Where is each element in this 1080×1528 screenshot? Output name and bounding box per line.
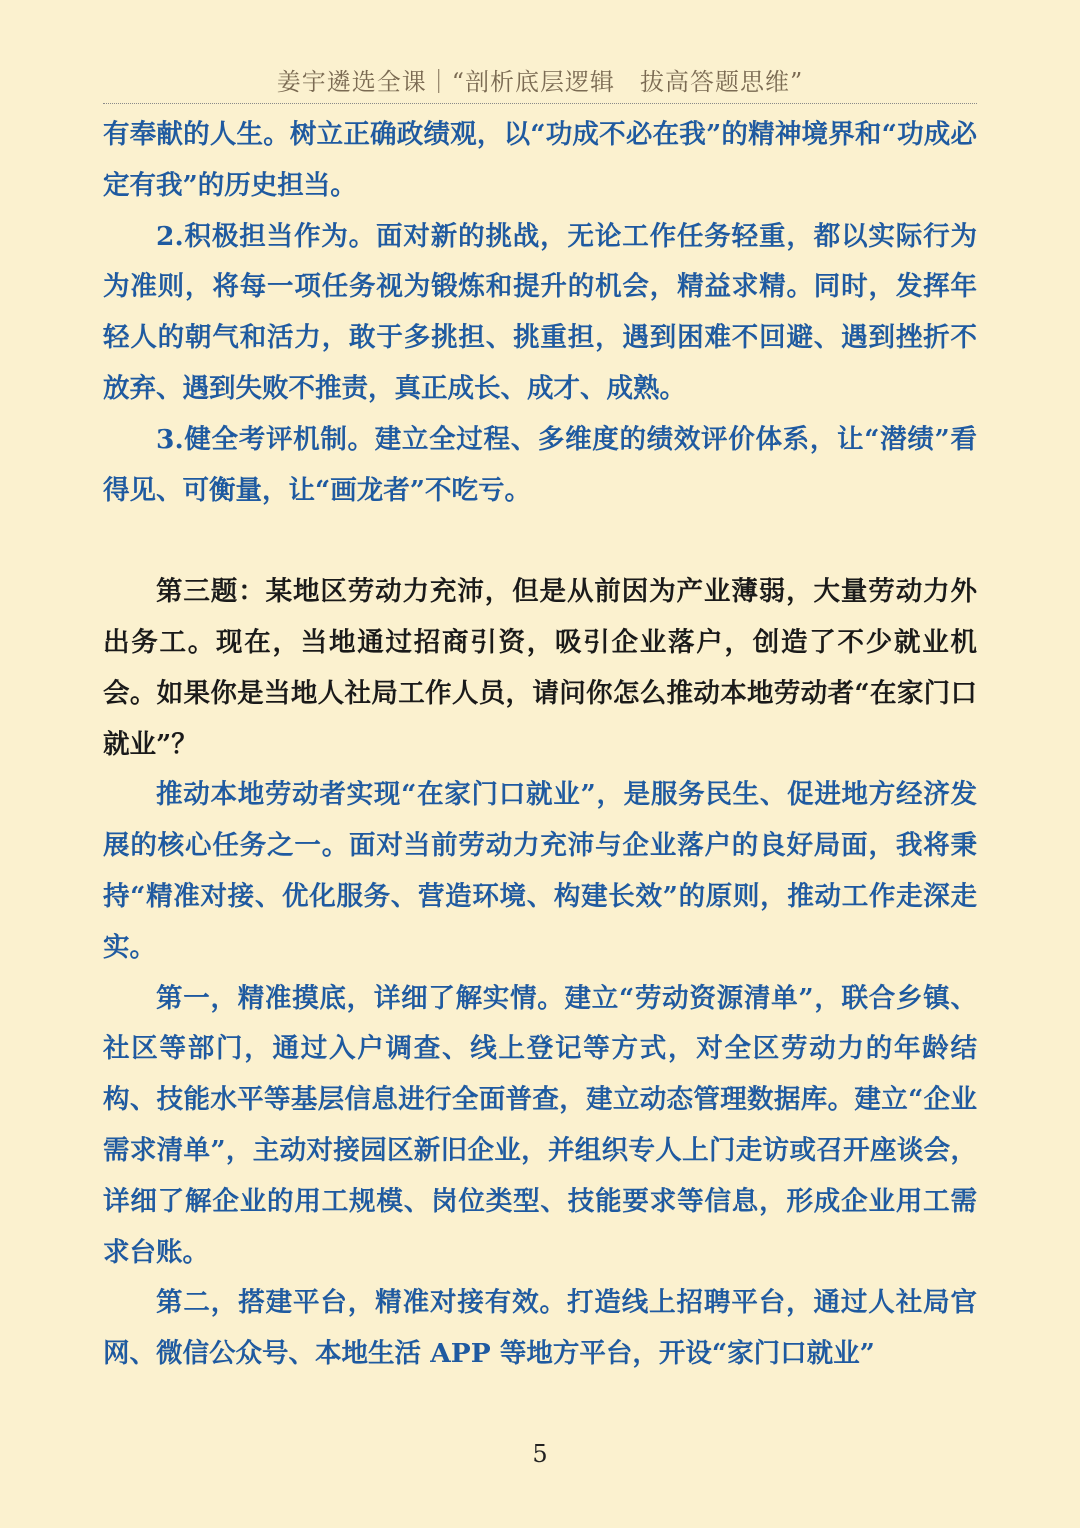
- answer-point-2: 2.积极担当作为。面对新的挑战，无论工作任务轻重，都以实际行为为准则，将每一项任务视为锻炼和提升的机会，精益求精。同时，发挥年轻人的朝气和活力，敢于多挑担、挑重担，遇到困难不回避、遇到挫折不放弃、遇到失败不推责，真正成长、成才、成熟。: [103, 220, 977, 404]
- page-number: 5: [532, 1440, 548, 1468]
- answer-intro: 推动本地劳动者实现“在家门口就业”，是服务民生、促进地方经济发展的核心任务之一。面对当前劳动力充沛与企业落户的良好局面，我将秉持“精准对接、优化服务、营造环境、构建长效”的原则，推动工作走深走实。: [103, 779, 977, 963]
- section-gap: [103, 516, 977, 567]
- document-body: [103, 110, 977, 1380]
- running-header: 姜宇遴选全课｜“剖析底层逻辑 拔高答题思维”: [276, 68, 804, 96]
- answer-point-second: 第二，搭建平台，精准对接有效。打造线上招聘平台，通过人社局官网、微信公众号、本地生活 APP 等地方平台，开设“家门口就业”: [103, 1287, 977, 1370]
- answer-point-first: 第一，精准摸底，详细了解实情。建立“劳动资源清单”，联合乡镇、社区等部门，通过入户调查、线上登记等方式，对全区劳动力的年龄结构、技能水平等基层信息进行全面普查，建立动态管理数据库。建立“企业需求清单”，主动对接园区新旧企业，并组织专人上门走访或召开座谈会，详细了解企业的用工规模、岗位类型、技能要求等信息，形成企业用工需求台账。: [103, 982, 977, 1268]
- question-3: 第三题：某地区劳动力充沛，但是从前因为产业薄弱，大量劳动力外出务工。现在，当地通过招商引资，吸引企业落户，创造了不少就业机会。如果你是当地人社局工作人员，请问你怎么推动本地劳动者“在家门口就业”？: [103, 576, 977, 760]
- answer-paragraph-continued: 有奉献的人生。树立正确政绩观，以“功成不必在我”的精神境界和“功成必定有我”的历史担当。: [103, 119, 977, 201]
- header-divider: [103, 103, 977, 104]
- answer-point-3: 3.健全考评机制。建立全过程、多维度的绩效评价体系，让“潜绩”看得见、可衡量，让“画龙者”不吃亏。: [103, 423, 977, 506]
